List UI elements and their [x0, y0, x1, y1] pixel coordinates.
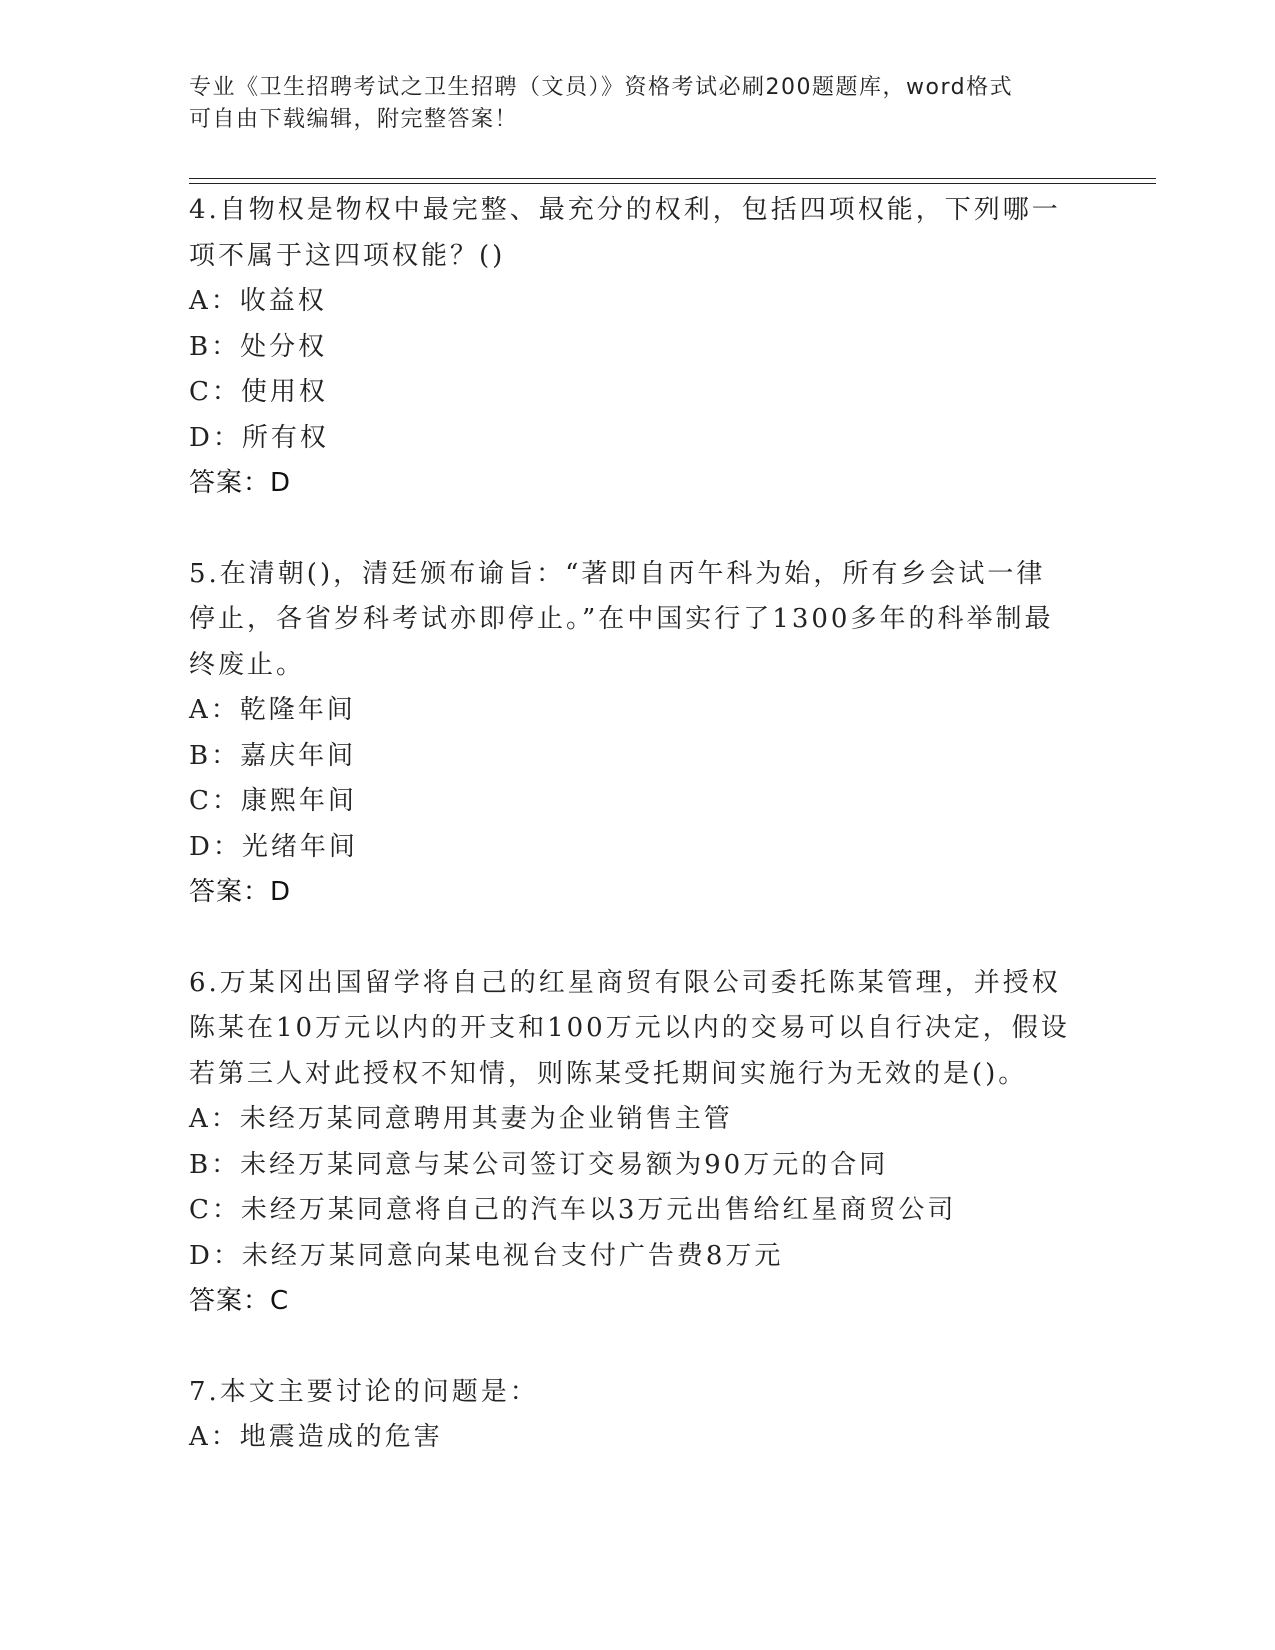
question-text-line: 陈某在10万元以内的开支和100万元以内的交易可以自行决定，假设: [189, 1013, 1070, 1043]
option-d: D：未经万某同意向某电视台支付广告费8万元: [189, 1240, 784, 1271]
answer-text: 答案：D: [189, 468, 292, 498]
option-b: B：嘉庆年间: [189, 740, 357, 771]
question-text-line: 6.万某冈出国留学将自己的红星商贸有限公司委托陈某管理，并授权: [189, 967, 1061, 998]
option-c: C：未经万某同意将自己的汽车以3万元出售给红星商贸公司: [189, 1195, 957, 1225]
header-line-2: 可自由下载编辑，附完整答案！: [189, 107, 519, 132]
option-c: C：康熙年间: [189, 786, 357, 816]
option-a: A：地震造成的危害: [189, 1422, 443, 1452]
document-header: [189, 72, 1069, 136]
option-b: B：未经万某同意与某公司签订交易额为90万元的合同: [189, 1149, 889, 1180]
header-divider: [189, 178, 1156, 184]
question-text-line: 7.本文主要讨论的问题是：: [189, 1376, 539, 1407]
question-text-line: 5.在清朝()，清廷颁布谕旨：“著即自丙午科为始，所有乡会试一律: [189, 558, 1046, 589]
question-list: [189, 188, 1089, 1506]
answer-text: 答案：D: [189, 877, 292, 907]
question-text-line: 4.自物权是物权中最完整、最充分的权利，包括四项权能，下列哪一: [189, 195, 1061, 225]
option-a: A：收益权: [189, 286, 327, 316]
header-line-1: 专业《卫生招聘考试之卫生招聘（文员）》资格考试必刷200题题库，word格式: [189, 75, 1014, 100]
option-d: D：所有权: [189, 422, 329, 453]
question-text-line: 项不属于这四项权能？(): [189, 240, 506, 271]
question-5: [189, 552, 1089, 916]
option-c: C：使用权: [189, 377, 328, 407]
option-b: B：处分权: [189, 331, 328, 362]
question-7: [189, 1370, 1089, 1461]
question-6: [189, 961, 1089, 1325]
question-text-line: 停止，各省岁科考试亦即停止。”在中国实行了1300多年的科举制最: [189, 604, 1054, 634]
option-a: A：乾隆年间: [189, 695, 356, 725]
option-a: A：未经万某同意聘用其妻为企业销售主管: [189, 1104, 733, 1134]
question-text-line: 终废止。: [189, 649, 306, 680]
option-d: D：光绪年间: [189, 831, 358, 862]
answer-text: 答案：C: [189, 1286, 290, 1316]
question-4: [189, 188, 1089, 507]
question-text-line: 若第三人对此授权不知情，则陈某受托期间实施行为无效的是()。: [189, 1058, 1028, 1089]
